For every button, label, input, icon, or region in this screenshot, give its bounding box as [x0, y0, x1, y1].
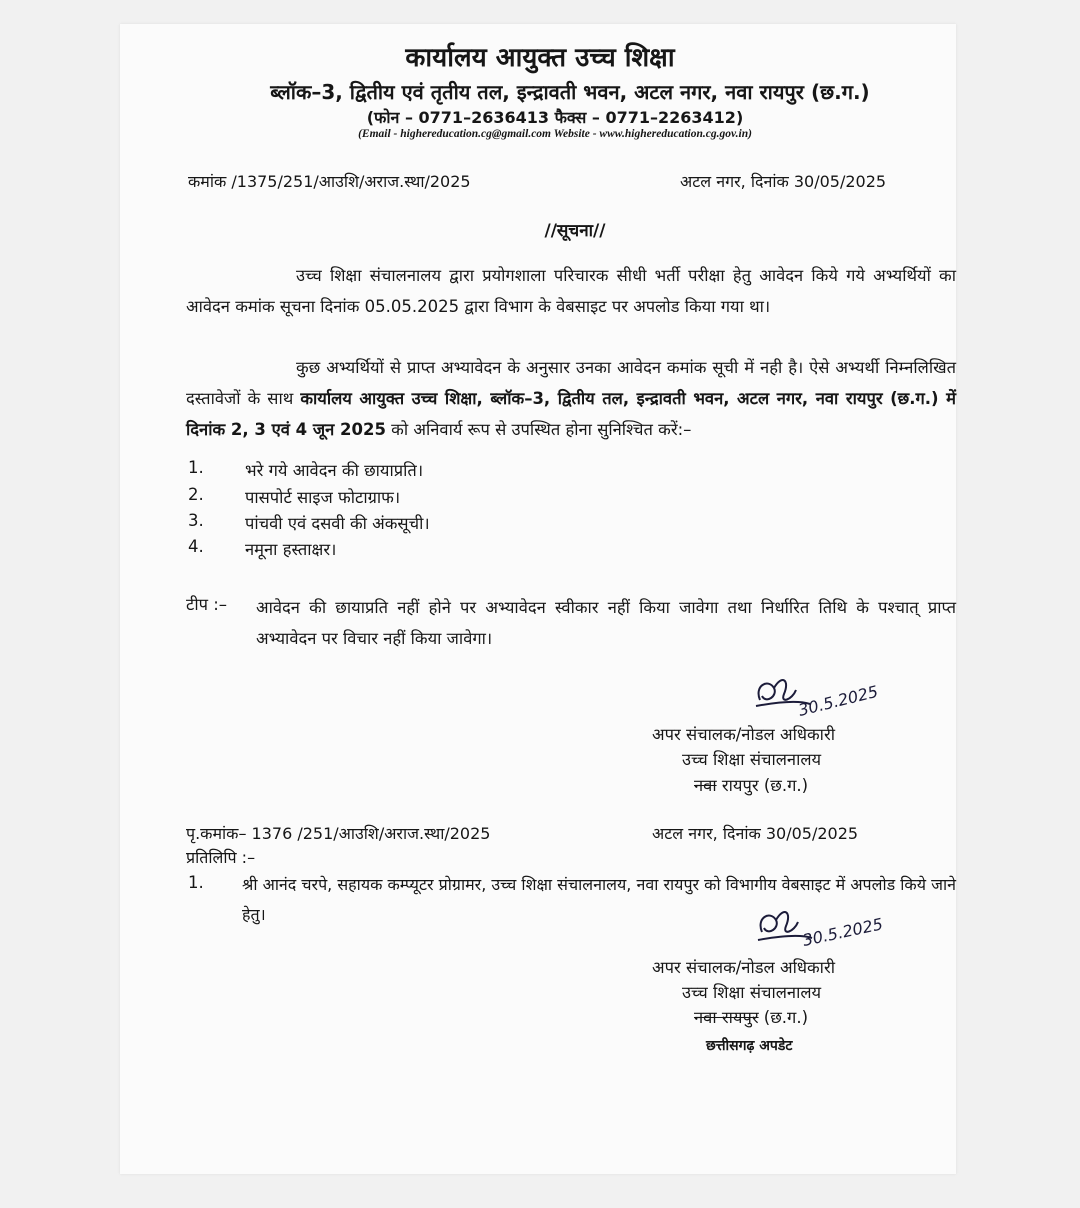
doc-item-text: नमूना हस्ताक्षर। [245, 540, 337, 559]
watermark-text: छत्तीसगढ़ अपडेट [706, 1038, 793, 1054]
signature-1-city: नवा रायपुर (छ.ग.) [694, 776, 809, 795]
signature-1-designation: अपर संचालक/नोडल अधिकारी [652, 725, 835, 744]
doc-item-text: पासपोर्ट साइज फोटाग्राफ। [245, 488, 401, 507]
signature-2-handwritten [752, 892, 912, 956]
copy-item-text: श्री आनंद चरपे, सहायक कम्प्यूटर प्रोग्रामर, उच्च शिक्षा संचालनालय, नवा रायपुर को विभागीय वेबसाइट में अपलोड किये जाने हेतु। [242, 875, 956, 924]
signature-1-handwritten [748, 660, 908, 726]
para2-end: को अनिवार्य रूप से उपस्थित होना सुनिश्चित करें:– [385, 420, 692, 439]
note-label: टीप :– [186, 595, 228, 614]
note-text: आवेदन की छायाप्रति नहीं होने पर अभ्यावेदन स्वीकार नहीं किया जावेगा तथा निर्धारित तिथि के पश्चात् प्राप्त अभ्यावेदन पर विचार नहीं किया जावेगा। [256, 598, 956, 648]
para2-bold-address: कार्यालय आयुक्त उच्च शिक्षा, ब्लॉक–3, द्वितीय तल, इन्द्रावती भवन, अटल नगर, नवा रायपुर (छ.ग.) में दिनांक 2, 3 एवं 4 जून 2025 [186, 389, 956, 439]
para2-start: कुछ अभ्यर्थियों से प्राप्त अभ्यावेदन के अनुसार उनका आवेदन कमांक सूची में नही है। ऐसे अभ्यर्थी निम्नलिखित दस्तावेजों के साथ [186, 358, 956, 408]
reference-number: कमांक /1375/251/आउशि/अराज.स्था/2025 [188, 172, 471, 191]
signature-2-date: 30.5.2025 [800, 914, 885, 950]
endorsement-number: पृ.कमांक– 1376 /251/आउशि/अराज.स्था/2025 [186, 824, 491, 843]
reference-date: अटल नगर, दिनांक 30/05/2025 [680, 172, 887, 191]
endorsement-date: अटल नगर, दिनांक 30/05/2025 [652, 824, 859, 843]
signature-2-city: नवा रायपुर (छ.ग.) [694, 1008, 809, 1027]
notice-title: //सूचना// [544, 221, 606, 241]
office-address: ब्लॉक–3, द्वितीय एवं तृतीय तल, इन्द्रावती भवन, अटल नगर, नवा रायपुर (छ.ग.) [270, 80, 870, 104]
signature-1-office: उच्च शिक्षा संचालनालय [682, 750, 822, 769]
office-email-website: (Email - highereducation.cg@gmail.com Website - www.highereducation.cg.gov.in) [358, 128, 752, 140]
signature-2-office: उच्च शिक्षा संचालनालय [682, 983, 822, 1002]
doc-item-number: 4. [188, 537, 204, 556]
office-title: कार्यालय आयुक्त उच्च शिक्षा [405, 43, 675, 73]
doc-item-number: 1. [188, 458, 204, 477]
doc-item-number: 2. [188, 485, 204, 504]
office-phone: (फोन – 0771–2636413 फैक्स – 0771–2263412) [366, 108, 744, 127]
doc-item-number: 3. [188, 511, 204, 530]
copy-item-number: 1. [188, 873, 204, 892]
struck-word: नवा रायपुर [694, 1008, 759, 1027]
body-paragraph-2 [186, 352, 956, 445]
doc-item-text: भरे गये आवेदन की छायाप्रति। [245, 461, 424, 480]
struck-word: नवा [694, 776, 717, 795]
body-paragraph-1: उच्च शिक्षा संचालनालय द्वारा प्रयोगशाला परिचारक सीधी भर्ती परीक्षा हेतु आवेदन किये गये अभ्यर्थियों का आवेदन कमांक सूचना दिनांक 05.05.2025 द्वारा विभाग के वेबसाइट पर अपलोड किया गया था। [186, 266, 956, 316]
doc-item-text: पांचवी एवं दसवी की अंकसूची। [245, 514, 430, 533]
copy-label: प्रतिलिपि :– [186, 848, 256, 867]
signature-1-date: 30.5.2025 [796, 681, 880, 720]
signature-2-designation: अपर संचालक/नोडल अधिकारी [652, 958, 835, 977]
